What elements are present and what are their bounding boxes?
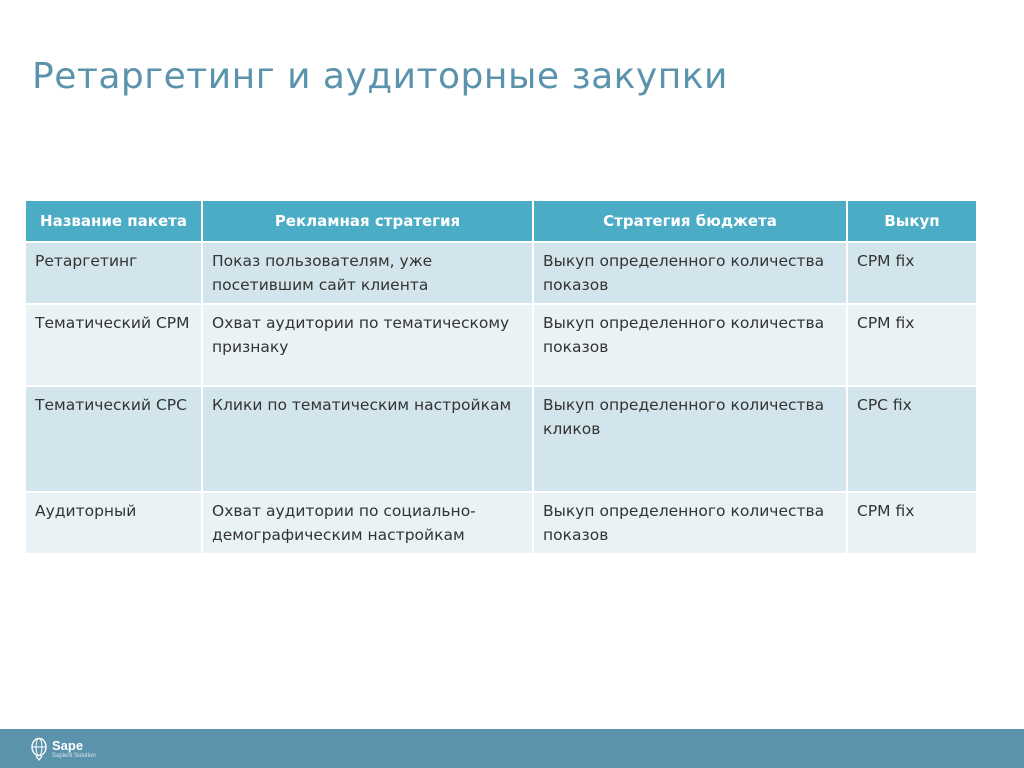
cell-budget-strategy: Выкуп определенного количества показов [533, 242, 847, 304]
cell-package-name: Тематический CPM [25, 304, 202, 386]
header-budget-strategy: Стратегия бюджета [533, 200, 847, 242]
table-row [25, 386, 977, 492]
cell-ad-strategy: Охват аудитории по социально-демографическим настройкам [202, 492, 533, 554]
logo-tagline: Sapient Solution [52, 752, 96, 759]
cell-budget-strategy: Выкуп определенного количества кликов [533, 386, 847, 492]
footer-bar [0, 729, 1024, 768]
cell-package-name: Тематический CPC [25, 386, 202, 492]
cell-ad-strategy: Клики по тематическим настройкам [202, 386, 533, 492]
table-row [25, 242, 977, 304]
table-header-row [25, 200, 977, 242]
logo-name: Sape [52, 737, 84, 753]
sape-logo [30, 737, 96, 761]
cell-ad-strategy: Охват аудитории по тематическому признаку [202, 304, 533, 386]
header-ad-strategy: Рекламная стратегия [202, 200, 533, 242]
cell-budget-strategy: Выкуп определенного количества показов [533, 492, 847, 554]
globe-icon [30, 737, 48, 761]
header-package-name: Название пакета [25, 200, 202, 242]
cell-purchase: CPM fix [847, 492, 977, 554]
cell-package-name: Аудиторный [25, 492, 202, 554]
cell-package-name: Ретаргетинг [25, 242, 202, 304]
table-row [25, 492, 977, 554]
cell-purchase: CPM fix [847, 304, 977, 386]
cell-ad-strategy: Показ пользователям, уже посетившим сайт клиента [202, 242, 533, 304]
cell-purchase: CPC fix [847, 386, 977, 492]
table-row [25, 304, 977, 386]
cell-purchase: CPM fix [847, 242, 977, 304]
slide-title: Ретаргетинг и аудиторные закупки [32, 56, 728, 97]
header-purchase: Выкуп [847, 200, 977, 242]
cell-budget-strategy: Выкуп определенного количества показов [533, 304, 847, 386]
packages-table [24, 199, 978, 555]
